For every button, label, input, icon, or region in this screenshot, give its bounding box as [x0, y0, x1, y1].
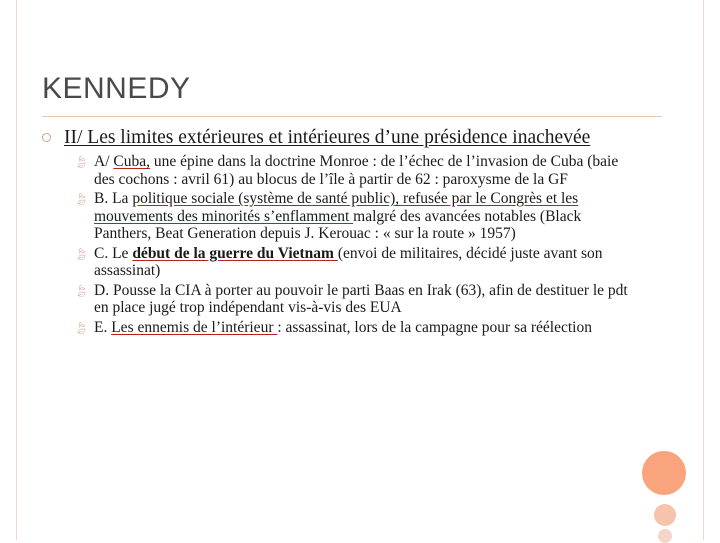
item-prefix: A/	[94, 153, 114, 170]
leaf-bullet-icon: 🍃︎	[74, 246, 90, 261]
leaf-bullet-icon: 🍃︎	[74, 320, 90, 335]
list-item-a	[74, 153, 642, 188]
item-text: D. Pousse la CIA à porter au pouvoir le parti Baas en Irak (63), afin de destituer le pdt en place jugé trop indépendant vis-à-vis des EUA	[94, 281, 628, 316]
section-heading-text: II/ Les limites extérieures et intérieures d’une présidence inachevée	[64, 127, 591, 148]
item-prefix: C. Le	[94, 244, 133, 262]
bullet-list	[42, 153, 642, 336]
item-rest: : assassinat, lors de la campagne pour sa réélection	[277, 318, 592, 336]
title-divider	[42, 116, 662, 117]
item-rest: malgré des avancées notables (Black Panthers, Beat Generation depuis J. Kerouac : « sur la route » 1957)	[94, 207, 582, 242]
leaf-bullet-icon: 🍃︎	[74, 192, 90, 206]
decorative-circle-small	[658, 529, 672, 543]
list-item-d	[74, 282, 642, 317]
slide-title: KENNEDY	[42, 72, 191, 105]
list-item-b	[74, 190, 642, 243]
item-rest: une épine dans la doctrine Monroe : de l’échec de l’invasion de Cuba (baie des cochons : avril 61) au blocus de l’île à partir de 62 : paroxysme de la GF	[94, 153, 619, 188]
ring-bullet-icon	[42, 133, 51, 142]
decorative-circle-large	[642, 451, 686, 495]
item-link: début de la guerre du Vietnam	[132, 244, 338, 262]
leaf-bullet-icon: 🍃︎	[74, 155, 90, 169]
item-prefix: E.	[94, 318, 112, 336]
decorative-circle-medium	[654, 504, 676, 526]
section-heading	[42, 128, 642, 147]
item-link: Cuba,	[113, 153, 150, 170]
item-prefix: B. La	[94, 190, 133, 207]
list-item-c	[74, 245, 642, 280]
item-link: politique sociale (système de santé public), refusée par le Congrès et les mouvements des minorités s’enflamment	[94, 190, 579, 225]
item-rest: (envoi de militaires, décidé juste avant son assassinat)	[94, 244, 603, 279]
leaf-bullet-icon: 🍃︎	[74, 283, 90, 298]
item-link: Les ennemis de l’intérieur	[111, 318, 278, 336]
slide-content	[42, 128, 642, 338]
list-item-e	[74, 319, 642, 337]
